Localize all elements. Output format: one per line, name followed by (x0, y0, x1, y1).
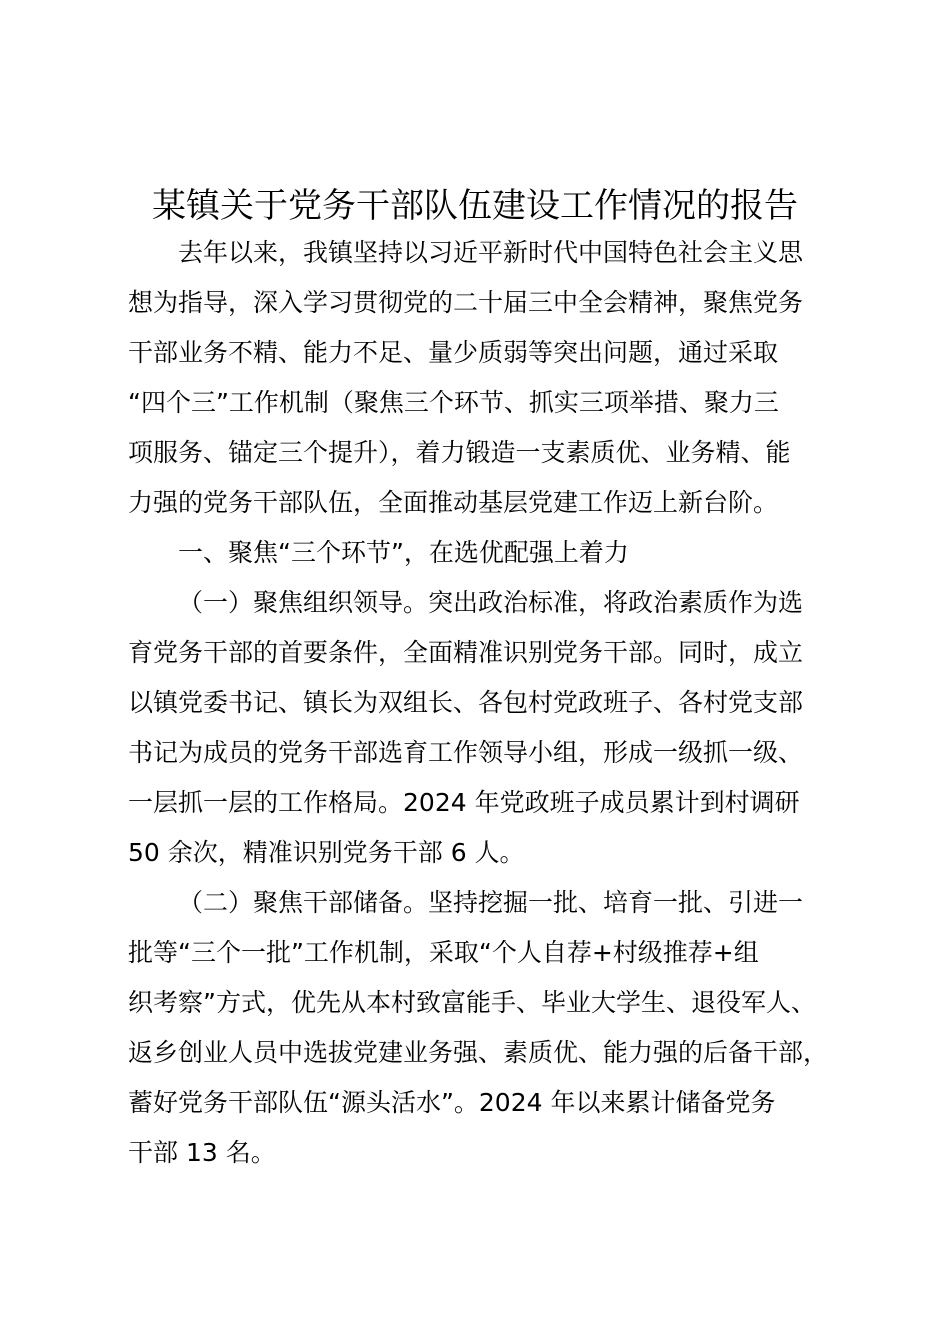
paragraph-intro-line-5: 项服务、锚定三个提升），着力锻造一支素质优、业务精、能 (128, 438, 791, 467)
paragraph-1-line-2: 育党务干部的首要条件，全面精准识别党务干部。同时，成立 (128, 638, 804, 667)
paragraph-1-line-1: （一）聚焦组织领导。突出政治标准，将政治素质作为选 (178, 588, 804, 617)
paragraph-2-line-4: 返乡创业人员中选拔党建业务强、素质优、能力强的后备干部， (128, 1038, 829, 1067)
paragraph-1-line-5: 一层抓一层的工作格局。2024 年党政班子成员累计到村调研 (128, 788, 800, 817)
document-body (128, 228, 868, 1178)
paragraph-intro-line-2: 想为指导，深入学习贯彻党的二十届三中全会精神，聚焦党务 (128, 288, 804, 317)
paragraph-1-line-4: 书记为成员的党务干部选育工作领导小组，形成一级抓一级、 (128, 738, 804, 767)
paragraph-1-line-6: 50 余次，精准识别党务干部 6 人。 (128, 838, 525, 867)
paragraph-2-line-5: 蓄好党务干部队伍“源头活水”。2024 年以来累计储备党务 (128, 1088, 776, 1117)
paragraph-intro-line-4: “四个三”工作机制（聚焦三个环节、抓实三项举措、聚力三 (128, 388, 779, 417)
paragraph-2-line-2: 批等“三个一批”工作机制，采取“个人自荐+村级推荐+组 (128, 938, 759, 967)
paragraph-intro-line-1: 去年以来，我镇坚持以习近平新时代中国特色社会主义思 (178, 238, 804, 267)
section-heading-1: 一、聚焦“三个环节”，在选优配强上着力 (178, 538, 629, 567)
paragraph-2-line-6: 干部 13 名。 (128, 1138, 276, 1167)
paragraph-1-line-3: 以镇党委书记、镇长为双组长、各包村党政班子、各村党支部 (128, 688, 804, 717)
paragraph-2-line-3: 织考察”方式，优先从本村致富能手、毕业大学生、退役军人、 (128, 988, 816, 1017)
document-title: 某镇关于党务干部队伍建设工作情况的报告 (152, 186, 798, 226)
paragraph-intro-line-3: 干部业务不精、能力不足、量少质弱等突出问题，通过采取 (128, 338, 779, 367)
paragraph-2-line-1: （二）聚焦干部储备。坚持挖掘一批、培育一批、引进一 (178, 888, 804, 917)
paragraph-intro-line-6: 力强的党务干部队伍，全面推动基层党建工作迈上新台阶。 (128, 488, 779, 517)
